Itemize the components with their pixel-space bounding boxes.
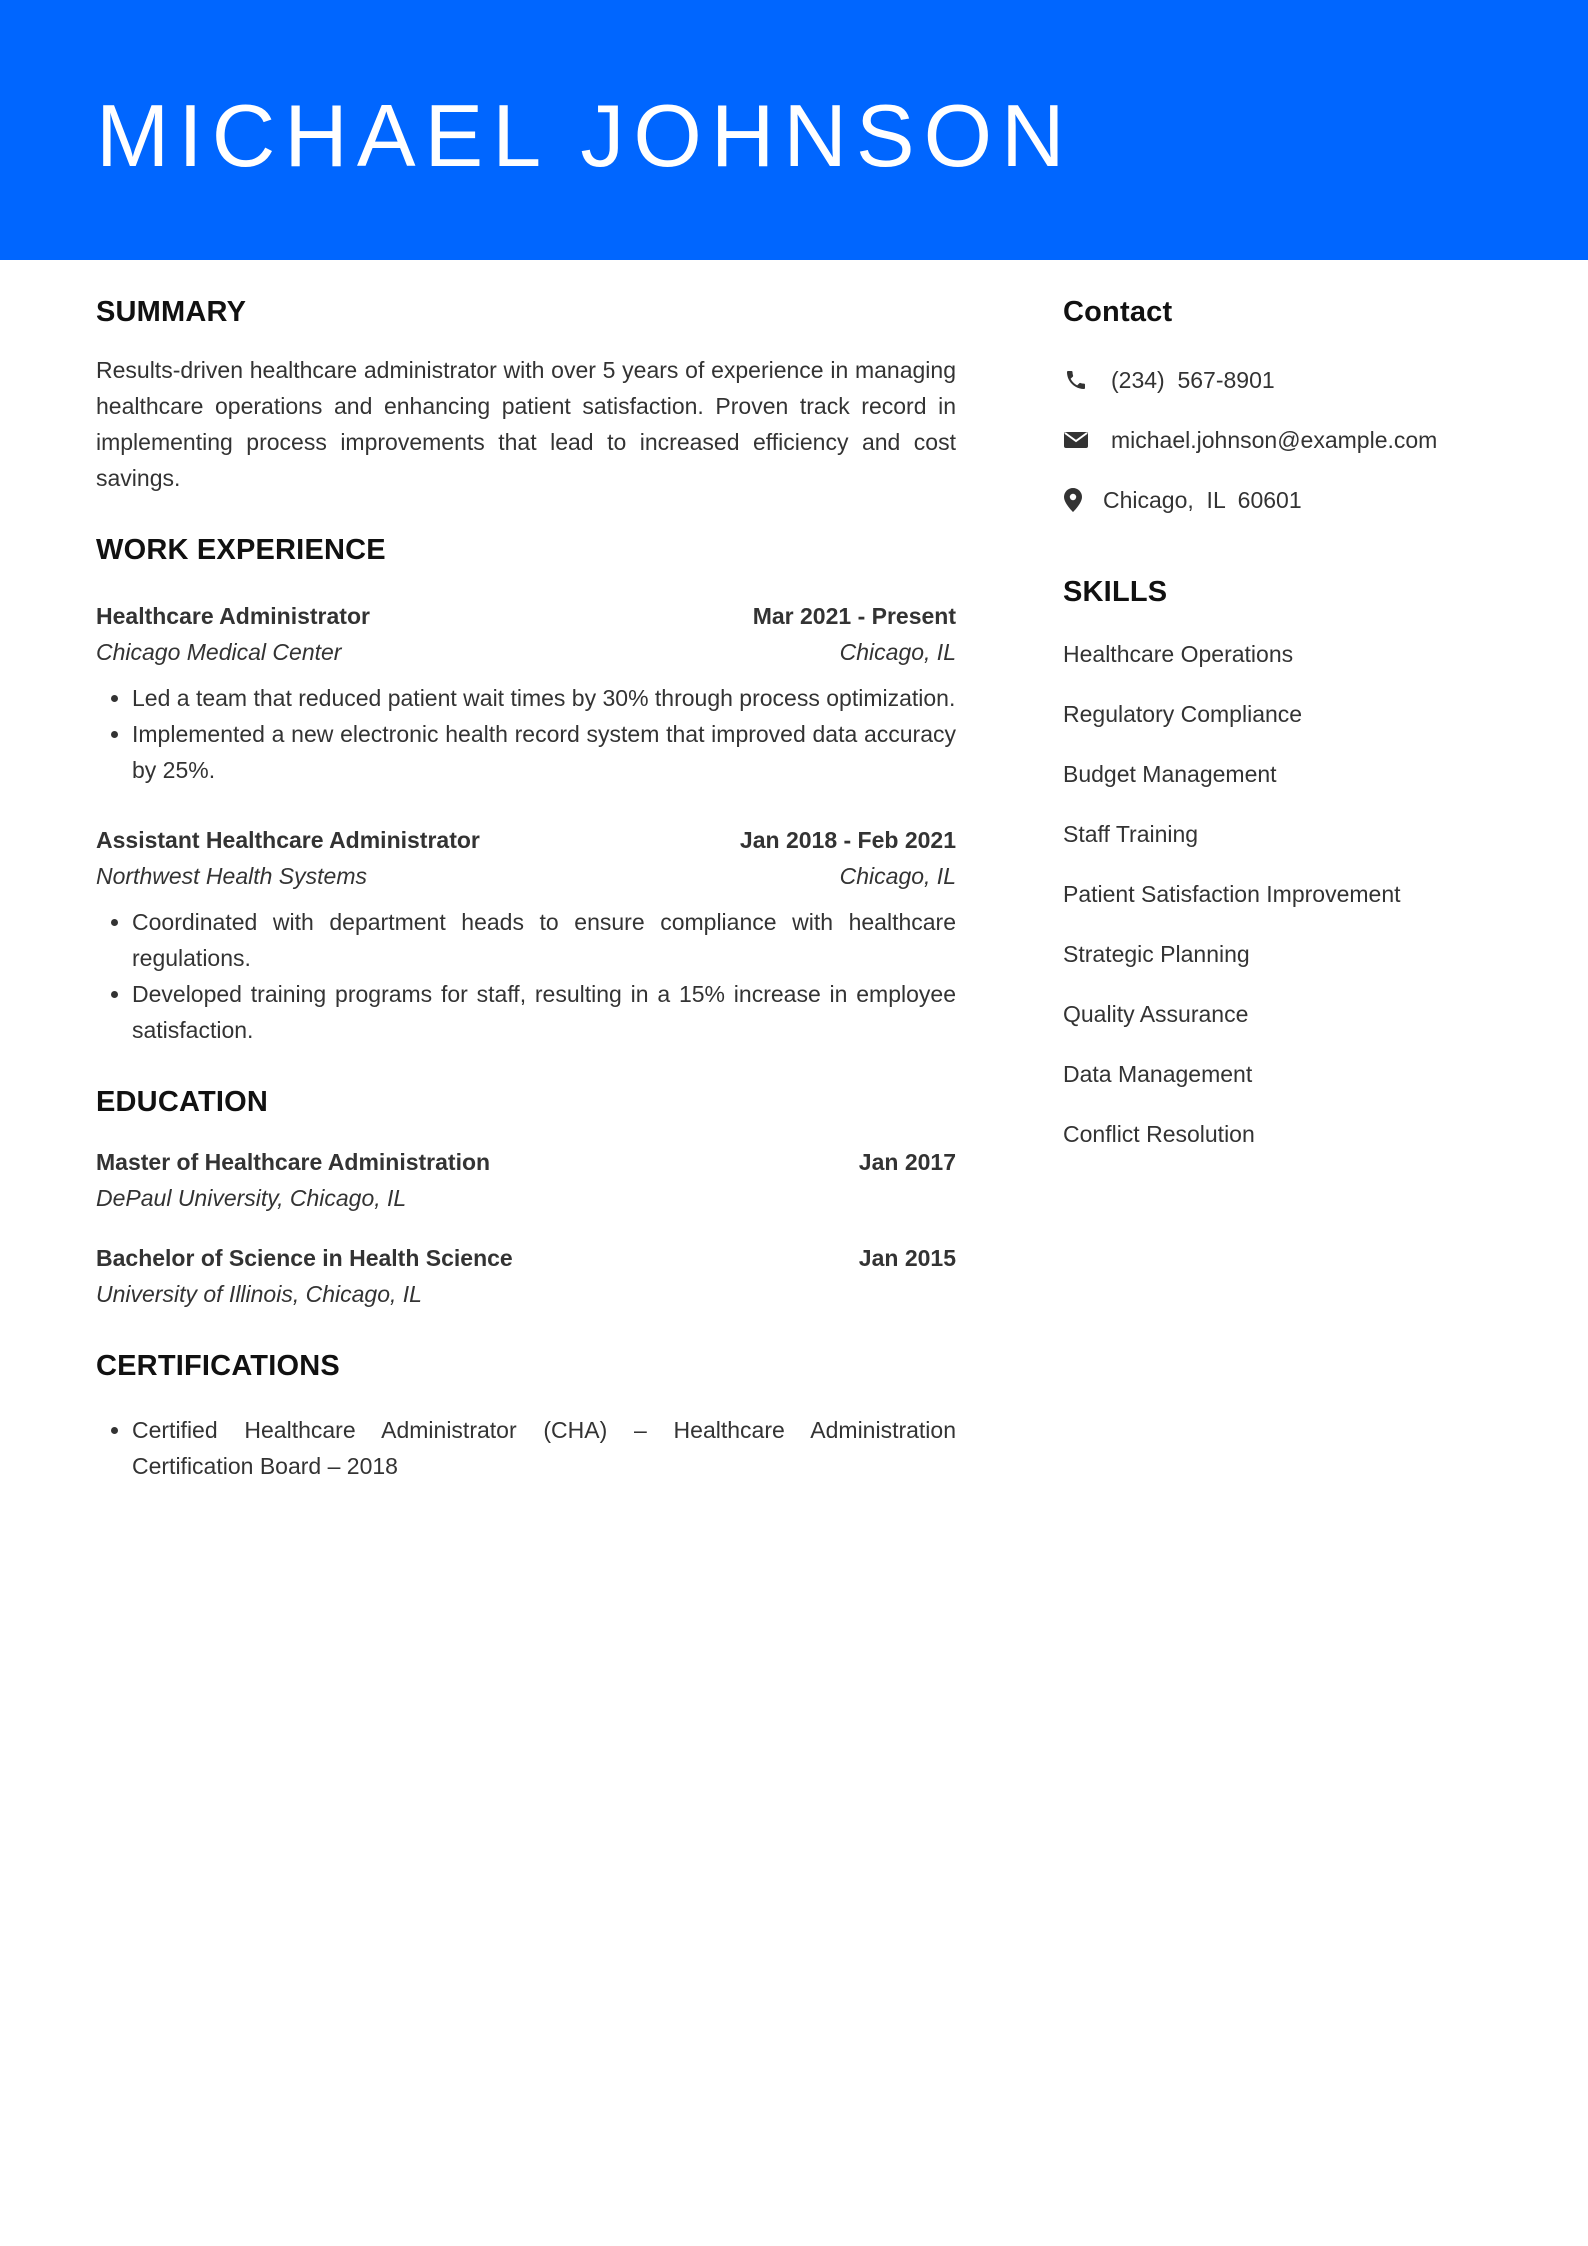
skill-item: Conflict Resolution	[1063, 1121, 1255, 1147]
job-bullet: • Led a team that reduced patient wait times by 30% through process optimization.	[132, 680, 956, 716]
job-dates: Jan 2018 - Feb 2021	[739, 827, 956, 853]
education-heading: EDUCATION	[96, 1086, 269, 1118]
school-name: DePaul University, Chicago, IL	[96, 1185, 407, 1211]
skills-heading: SKILLS	[1063, 576, 1168, 608]
work-experience-heading: WORK EXPERIENCE	[96, 534, 386, 566]
certifications-heading: CERTIFICATIONS	[96, 1350, 340, 1382]
certifications-section	[96, 1344, 956, 1484]
email-address: michael.johnson@example.com	[1111, 427, 1438, 453]
job-title: Assistant Healthcare Administrator	[96, 827, 480, 853]
contact-email	[1063, 422, 1523, 458]
skill-item: Healthcare Operations	[1063, 641, 1294, 667]
education-entry	[96, 1144, 956, 1216]
contact-heading: Contact	[1063, 296, 1173, 328]
job-entry	[96, 598, 956, 788]
job-bullet: • Implemented a new electronic health record system that improved data accuracy by 25%.	[132, 716, 956, 788]
phone-icon	[1063, 367, 1089, 393]
job-location: Chicago, IL	[839, 639, 956, 665]
skill-item: Regulatory Compliance	[1063, 701, 1303, 727]
job-entry	[96, 822, 956, 1048]
degree-date: Jan 2015	[858, 1245, 956, 1271]
certification-list	[96, 1412, 956, 1484]
degree-date: Jan 2017	[858, 1149, 956, 1175]
job-bullets	[96, 680, 956, 788]
job-bullets	[96, 904, 956, 1048]
phone-number: (234) 567-8901	[1111, 367, 1275, 393]
job-location: Chicago, IL	[839, 863, 956, 889]
location-text: Chicago, IL 60601	[1103, 487, 1302, 513]
work-experience-section	[96, 528, 956, 1048]
candidate-name: MICHAEL JOHNSON	[96, 86, 1074, 185]
contact-phone	[1063, 362, 1523, 398]
certification-item: • Certified Healthcare Administrator (CHA) – Healthcare Administration Certification Board – 2018	[132, 1412, 956, 1484]
skill-item: Quality Assurance	[1063, 1001, 1249, 1027]
degree-title: Master of Healthcare Administration	[96, 1149, 491, 1175]
job-bullet: • Coordinated with department heads to ensure compliance with healthcare regulations.	[132, 904, 956, 976]
sidebar-column	[1063, 290, 1523, 1176]
school-name: University of Illinois, Chicago, IL	[96, 1281, 422, 1307]
main-column	[96, 290, 956, 1484]
job-bullet: • Developed training programs for staff, resulting in a 15% increase in employee satisfaction.	[132, 976, 956, 1048]
summary-text: Results-driven healthcare administrator with over 5 years of experience in managing healthcare operations and enhancing patient satisfaction. Proven track record in implementing process improvements that lead to increased efficiency and cost savings.	[96, 357, 956, 491]
skills-section	[1063, 570, 1523, 1152]
map-pin-icon	[1063, 487, 1083, 513]
skill-item: Data Management	[1063, 1061, 1253, 1087]
contact-section	[1063, 290, 1523, 518]
job-dates: Mar 2021 - Present	[752, 603, 956, 629]
summary-heading: SUMMARY	[96, 296, 247, 328]
envelope-icon	[1063, 427, 1089, 453]
header-banner	[0, 0, 1588, 260]
skill-item: Budget Management	[1063, 761, 1277, 787]
skill-item: Patient Satisfaction Improvement	[1063, 881, 1401, 907]
education-section	[96, 1080, 956, 1312]
skill-item: Staff Training	[1063, 821, 1199, 847]
job-title: Healthcare Administrator	[96, 603, 370, 629]
job-company: Chicago Medical Center	[96, 639, 342, 665]
job-company: Northwest Health Systems	[96, 863, 367, 889]
summary-section	[96, 290, 956, 496]
contact-location	[1063, 482, 1523, 518]
degree-title: Bachelor of Science in Health Science	[96, 1245, 513, 1271]
skill-item: Strategic Planning	[1063, 941, 1250, 967]
education-entry	[96, 1240, 956, 1312]
